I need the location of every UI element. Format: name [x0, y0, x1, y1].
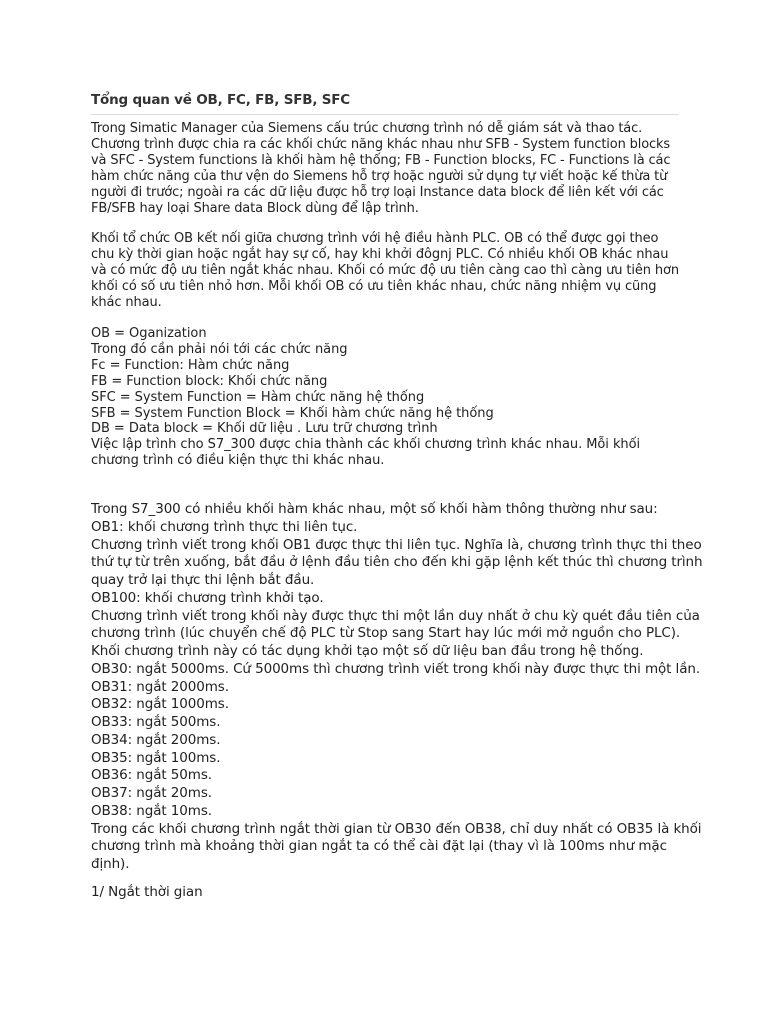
paragraph-line: Khối tổ chức OB kết nối giữa chương trình với hệ điều hành PLC. OB có thể được gọi theo	[91, 231, 659, 247]
section-line: Khối chương trình này có tác dụng khởi tạo một số dữ liệu ban đầu trong hệ thống.	[91, 643, 644, 660]
section-line: chương trình (lúc chuyển chế độ PLC từ Stop sang Start hay lúc mới mở nguồn cho PLC).	[91, 625, 681, 642]
s7-300-section	[91, 501, 703, 874]
paragraph-line: và SFC - System functions là khối hàm hệ thống; FB - Function blocks, FC - Functions là các	[91, 152, 671, 168]
section-line: OB33: ngắt 500ms.	[91, 714, 221, 731]
definitions-list	[91, 326, 691, 469]
ob-paragraph	[91, 231, 691, 311]
section-line: định).	[91, 856, 130, 873]
definition-line: chương trình có điều kiện thực thi khác nhau.	[91, 453, 385, 469]
paragraph-line: khối có số ưu tiên nhỏ hơn. Mỗi khối OB có ưu tiên khác nhau, chức năng nhiệm vụ cũng	[91, 279, 657, 295]
paragraph-line: chu kỳ thời gian hoặc ngắt hay sự cố, hay khi khởi đôgnj PLC. Có nhiều khối OB khác nhau	[91, 247, 669, 263]
section-line: Chương trình viết trong khối OB1 được thực thi liên tục. Nghĩa là, chương trình thực thi theo	[91, 536, 702, 553]
section-line: Trong S7_300 có nhiều khối hàm khác nhau, một số khối hàm thông thường như sau:	[91, 501, 658, 518]
section-line: Chương trình viết trong khối này được thực thi một lần duy nhất ở chu kỳ quét đầu tiên của	[91, 607, 700, 624]
section-line: quay trở lại thực thi lệnh bắt đầu.	[91, 572, 315, 589]
section-line: OB34: ngắt 200ms.	[91, 731, 221, 748]
definition-line: FB = Function block: Khối chức năng	[91, 373, 328, 389]
section-line: Trong các khối chương trình ngắt thời gian từ OB30 đến OB38, chỉ duy nhất có OB35 là khối	[91, 820, 702, 837]
definition-line: Fc = Function: Hàm chức năng	[91, 357, 290, 373]
section-line: OB36: ngắt 50ms.	[91, 767, 212, 784]
paragraph-line: khác nhau.	[91, 295, 162, 311]
paragraph-line: và có mức độ ưu tiên ngắt khác nhau. Khối có mức độ ưu tiên càng cao thì càng ưu tiên hơn	[91, 263, 679, 279]
definition-line: DB = Data block = Khối dữ liệu . Lưu trữ chương trình	[91, 421, 438, 437]
paragraph-line: người đi trước; ngoài ra các dữ liệu được hỗ trợ loại Instance data block để liên kết với các	[91, 184, 664, 200]
paragraph-line: Chương trình được chia ra các khối chức năng khác nhau như SFB - System function blocks	[91, 136, 671, 152]
paragraph-line: FB/SFB hay loại Share data Block dùng để lập trình.	[91, 200, 419, 216]
section-line: OB100: khối chương trình khởi tạo.	[91, 589, 324, 606]
page-title: Tổng quan về OB, FC, FB, SFB, SFC	[91, 92, 351, 108]
definition-line: Việc lập trình cho S7_300 được chia thành các khối chương trình khác nhau. Mỗi khối	[91, 437, 641, 453]
definition-line: SFC = System Function = Hàm chức năng hệ thống	[91, 389, 425, 405]
section-line: thứ tự từ trên xuống, bắt đầu ở lệnh đầu tiên cho đến khi gặp lệnh kết thúc thì chương trình	[91, 554, 703, 571]
section-heading: 1/ Ngắt thời gian	[91, 883, 203, 900]
section-line: OB35: ngắt 100ms.	[91, 749, 221, 766]
definition-line: OB = Oganization	[91, 325, 207, 341]
title-divider	[91, 114, 679, 115]
document-body	[91, 121, 703, 902]
section-line: OB31: ngắt 2000ms.	[91, 678, 229, 695]
paragraph-line: hàm chức năng của thư vện do Siemens hỗ trợ hoặc người sử dụng tự viết hoặc kế thừa từ	[91, 168, 668, 184]
section-heading-block	[91, 884, 691, 902]
intro-paragraph	[91, 121, 691, 216]
section-line: OB37: ngắt 20ms.	[91, 785, 212, 802]
section-line: chương trình mà khoảng thời gian ngắt ta có thể cài đặt lại (thay vì là 100ms như mặc	[91, 838, 667, 855]
paragraph-line: Trong Simatic Manager của Siemens cấu trúc chương trình nó dễ giám sát và thao tác.	[91, 121, 643, 136]
section-line: OB38: ngắt 10ms.	[91, 802, 212, 819]
definition-line: Trong đó cần phải nói tới các chức năng	[91, 341, 348, 357]
definition-line: SFB = System Function Block = Khối hàm chức năng hệ thống	[91, 405, 494, 421]
section-line: OB1: khối chương trình thực thi liên tục.	[91, 518, 358, 535]
section-line: OB30: ngắt 5000ms. Cứ 5000ms thì chương trình viết trong khối này được thực thi một lần.	[91, 660, 701, 677]
section-line: OB32: ngắt 1000ms.	[91, 696, 229, 713]
